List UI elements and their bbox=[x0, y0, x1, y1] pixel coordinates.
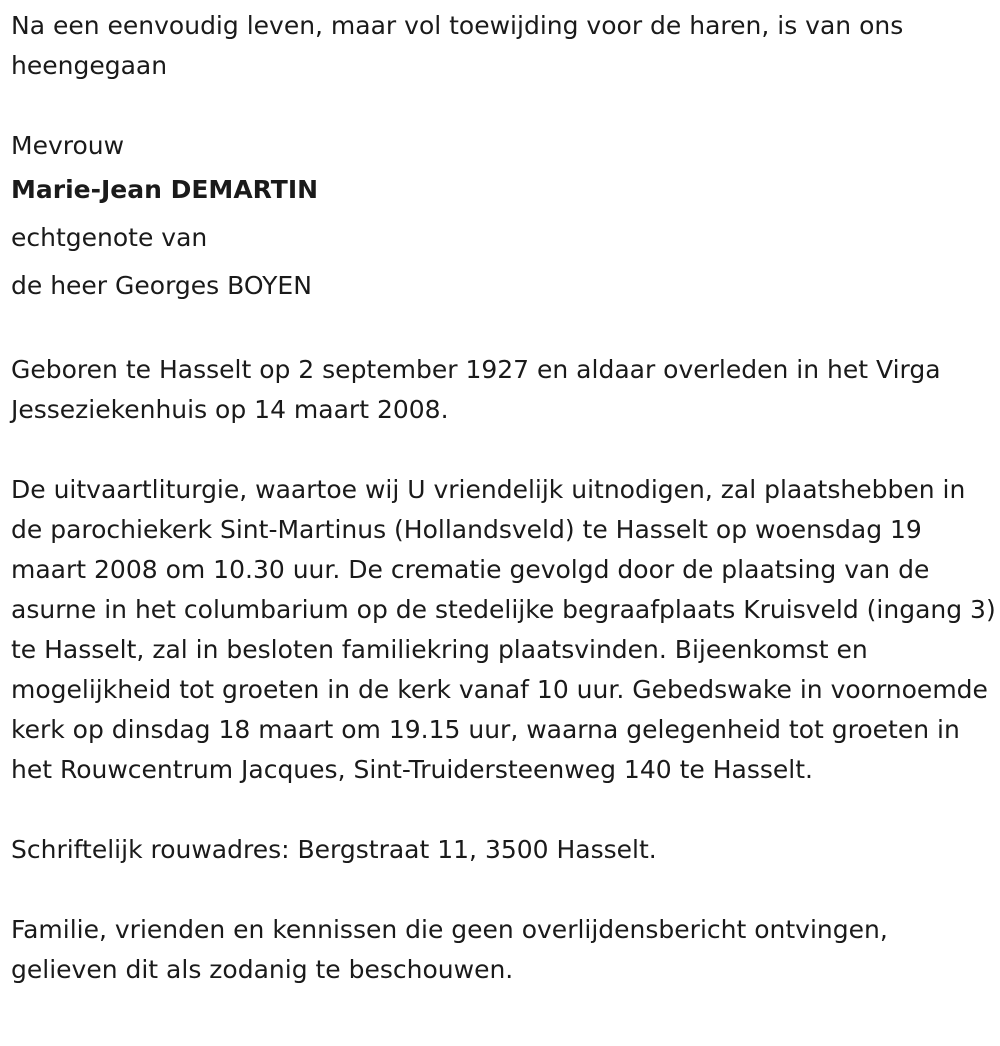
relation-text: echtgenote van bbox=[11, 223, 208, 252]
spacer bbox=[11, 430, 996, 470]
birth-death-text: Geboren te Hasselt op 2 september 1927 en aldaar overleden in het Virga Jesseziekenhuis op 14 maart 2008. bbox=[11, 355, 941, 424]
deceased-block bbox=[11, 126, 996, 310]
obituary-notice bbox=[11, 6, 996, 990]
spouse-name: de heer Georges BOYEN bbox=[11, 271, 312, 300]
spacer bbox=[11, 870, 996, 910]
spacer bbox=[11, 310, 996, 350]
spacer bbox=[11, 790, 996, 830]
salutation: Mevrouw bbox=[11, 131, 125, 160]
spacer bbox=[11, 86, 996, 126]
mourning-address: Schriftelijk rouwadres: Bergstraat 11, 3500 Hasselt. bbox=[11, 835, 657, 864]
deceased-name: Marie-Jean DEMARTIN bbox=[11, 175, 319, 204]
funeral-details: De uitvaartliturgie, waartoe wij U vriendelijk uitnodigen, zal plaatshebben in de parochiekerk Sint-Martinus (Hollandsveld) te Hasselt op woensdag 19 maart 2008 om 10.30 uur. De crematie gevolgd door de plaatsing van de asurne in het columbarium op de stedelijke begraafplaats Kruisveld (ingang 3) te Hasselt, zal in besloten familiekring plaatsvinden. Bijeenkomst en mogelijkheid tot groeten in de kerk vanaf 10 uur. Gebedswake in voornoemde kerk op dinsdag 18 maart om 19.15 uur, waarna gelegenheid tot groeten in het Rouwcentrum Jacques, Sint-Truidersteenweg 140 te Hasselt. bbox=[11, 475, 996, 784]
closing-text: Familie, vrienden en kennissen die geen overlijdensbericht ontvingen, gelieven dit als zodanig te beschouwen. bbox=[11, 915, 888, 984]
intro-text: Na een eenvoudig leven, maar vol toewijding voor de haren, is van ons heengegaan bbox=[11, 11, 904, 80]
